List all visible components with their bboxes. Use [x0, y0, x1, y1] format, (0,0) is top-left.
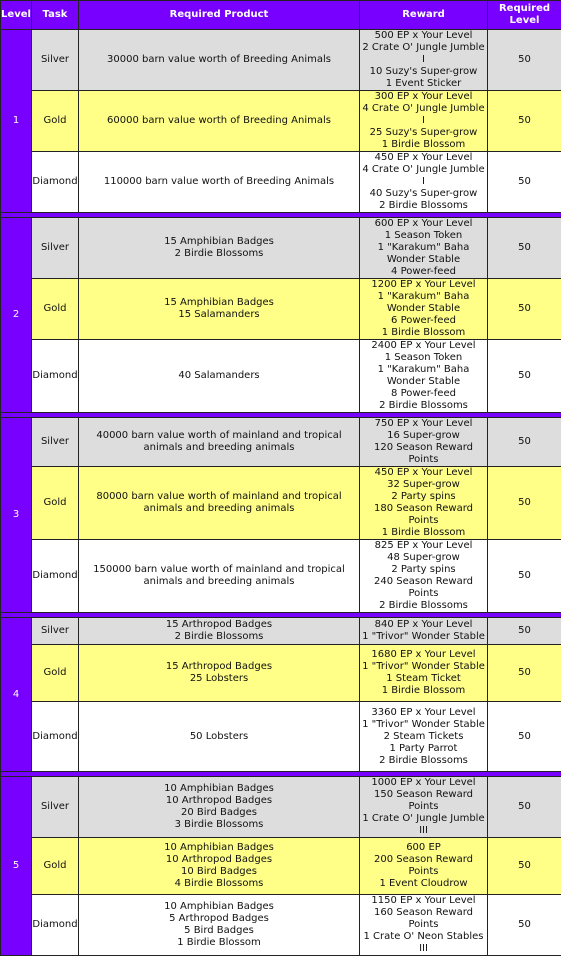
reward-line: 16 Super-grow: [360, 430, 487, 442]
table-row: [1, 618, 561, 645]
product-line: 10 Amphibian Badges: [79, 783, 359, 795]
product-line: 150000 barn value worth of mainland and tropical animals and breeding animals: [79, 564, 359, 588]
product-line: 30000 barn value worth of Breeding Animals: [79, 54, 359, 66]
required-level-cell: 50: [488, 152, 561, 213]
product-line: 40000 barn value worth of mainland and tropical animals and breeding animals: [79, 430, 359, 454]
product-line: 2 Birdie Blossoms: [79, 631, 359, 643]
task-cell: Diamond: [32, 540, 79, 613]
product-line: 10 Amphibian Badges: [79, 842, 359, 854]
reward-line: 2 Party spins: [360, 491, 487, 503]
product-line: 5 Bird Badges: [79, 925, 359, 937]
required-level-cell: 50: [488, 645, 561, 702]
header-level: Level: [1, 1, 32, 30]
reward-line: 1 "Trivor" Wonder Stable: [360, 661, 487, 673]
reward-line: 4 Power-feed: [360, 266, 487, 278]
reward-line: 600 EP: [360, 842, 487, 854]
reward-line: 1000 EP x Your Level: [360, 777, 487, 789]
product-line: 40 Salamanders: [79, 370, 359, 382]
product-line: 25 Lobsters: [79, 673, 359, 685]
reward-line: 1 Season Token: [360, 230, 487, 242]
required-level-cell: 50: [488, 895, 561, 956]
reward-line: 10 Suzy's Super-grow: [360, 66, 487, 78]
reward-line: 2 Birdie Blossoms: [360, 200, 487, 212]
table-row: [1, 418, 561, 467]
table-row: [1, 467, 561, 540]
reward-line: 1 Season Token: [360, 352, 487, 364]
reward-line: 1 Birdie Blossom: [360, 327, 487, 339]
product-line: 10 Amphibian Badges: [79, 901, 359, 913]
required-product-cell: [79, 418, 360, 467]
task-cell: Silver: [32, 418, 79, 467]
required-product-cell: [79, 895, 360, 956]
task-cell: Gold: [32, 91, 79, 152]
reward-cell: [360, 418, 488, 467]
reward-line: 450 EP x Your Level: [360, 152, 487, 164]
reward-line: 1 Crate O' Jungle Jumble III: [360, 813, 487, 837]
required-product-cell: [79, 540, 360, 613]
product-line: 5 Arthropod Badges: [79, 913, 359, 925]
reward-line: 1680 EP x Your Level: [360, 649, 487, 661]
reward-line: 1 "Trivor" Wonder Stable: [360, 631, 487, 643]
required-level-cell: 50: [488, 467, 561, 540]
header-required-level: Required Level: [488, 1, 561, 30]
reward-cell: [360, 218, 488, 279]
table-row: [1, 895, 561, 956]
task-cell: Gold: [32, 645, 79, 702]
reward-cell: [360, 152, 488, 213]
product-line: 2 Birdie Blossoms: [79, 248, 359, 260]
product-line: 15 Salamanders: [79, 309, 359, 321]
product-line: 50 Lobsters: [79, 731, 359, 743]
required-level-cell: 50: [488, 279, 561, 340]
required-product-cell: [79, 777, 360, 838]
reward-line: 1 Birdie Blossom: [360, 685, 487, 697]
header-reward: Reward: [360, 1, 488, 30]
required-product-cell: [79, 467, 360, 540]
level-cell: 5: [1, 777, 32, 956]
product-line: 10 Bird Badges: [79, 866, 359, 878]
reward-cell: [360, 895, 488, 956]
reward-line: 500 EP x Your Level: [360, 30, 487, 42]
required-level-cell: 50: [488, 91, 561, 152]
required-level-cell: 50: [488, 618, 561, 645]
task-cell: Diamond: [32, 340, 79, 413]
product-line: 15 Arthropod Badges: [79, 661, 359, 673]
reward-cell: [360, 30, 488, 91]
reward-line: 160 Season Reward Points: [360, 907, 487, 931]
product-line: 4 Birdie Blossoms: [79, 878, 359, 890]
reward-cell: [360, 838, 488, 895]
reward-line: 4 Crate O' Jungle Jumble I: [360, 164, 487, 188]
table-row: [1, 540, 561, 613]
required-product-cell: [79, 838, 360, 895]
reward-line: 40 Suzy's Super-grow: [360, 188, 487, 200]
reward-line: 1 Steam Ticket: [360, 673, 487, 685]
reward-line: 2 Party spins: [360, 564, 487, 576]
reward-cell: [360, 540, 488, 613]
reward-line: 1200 EP x Your Level: [360, 279, 487, 291]
reward-line: 1 "Karakum" Baha Wonder Stable: [360, 291, 487, 315]
reward-line: 200 Season Reward Points: [360, 854, 487, 878]
reward-cell: [360, 279, 488, 340]
reward-line: 6 Power-feed: [360, 315, 487, 327]
table-row: [1, 340, 561, 413]
required-level-cell: 50: [488, 218, 561, 279]
reward-line: 25 Suzy's Super-grow: [360, 127, 487, 139]
reward-line: 1 Event Cloudrow: [360, 878, 487, 890]
product-line: 3 Birdie Blossoms: [79, 819, 359, 831]
product-line: 20 Bird Badges: [79, 807, 359, 819]
reward-line: 600 EP x Your Level: [360, 218, 487, 230]
reward-line: 150 Season Reward Points: [360, 789, 487, 813]
task-cell: Silver: [32, 30, 79, 91]
product-line: 80000 barn value worth of mainland and tropical animals and breeding animals: [79, 491, 359, 515]
task-cell: Diamond: [32, 895, 79, 956]
required-product-cell: [79, 218, 360, 279]
task-cell: Gold: [32, 279, 79, 340]
reward-line: 120 Season Reward Points: [360, 442, 487, 466]
task-cell: Silver: [32, 218, 79, 279]
reward-cell: [360, 645, 488, 702]
product-line: 10 Arthropod Badges: [79, 854, 359, 866]
table-row: [1, 838, 561, 895]
table-row: [1, 91, 561, 152]
reward-line: 450 EP x Your Level: [360, 467, 487, 479]
reward-line: 825 EP x Your Level: [360, 540, 487, 552]
table-row: [1, 152, 561, 213]
reward-line: 180 Season Reward Points: [360, 503, 487, 527]
task-cell: Gold: [32, 838, 79, 895]
reward-line: 4 Crate O' Jungle Jumble I: [360, 103, 487, 127]
product-line: 15 Amphibian Badges: [79, 297, 359, 309]
reward-cell: [360, 91, 488, 152]
reward-cell: [360, 777, 488, 838]
product-line: 60000 barn value worth of Breeding Animals: [79, 115, 359, 127]
required-level-cell: 50: [488, 540, 561, 613]
reward-cell: [360, 702, 488, 772]
table-row: [1, 30, 561, 91]
task-cell: Silver: [32, 618, 79, 645]
reward-line: 1 Crate O' Neon Stables III: [360, 931, 487, 955]
product-line: 10 Arthropod Badges: [79, 795, 359, 807]
header-task: Task: [32, 1, 79, 30]
table-row: [1, 702, 561, 772]
reward-line: 8 Power-feed: [360, 388, 487, 400]
table-body: [1, 30, 561, 956]
reward-line: 32 Super-grow: [360, 479, 487, 491]
header-required-product: Required Product: [79, 1, 360, 30]
required-product-cell: [79, 702, 360, 772]
required-product-cell: [79, 340, 360, 413]
task-cell: Diamond: [32, 702, 79, 772]
required-product-cell: [79, 618, 360, 645]
header-row: [1, 1, 561, 30]
reward-line: 1 Birdie Blossom: [360, 527, 487, 539]
table-row: [1, 279, 561, 340]
required-level-cell: 50: [488, 838, 561, 895]
reward-line: 2 Birdie Blossoms: [360, 600, 487, 612]
reward-line: 750 EP x Your Level: [360, 418, 487, 430]
reward-line: 2 Steam Tickets: [360, 731, 487, 743]
required-product-cell: [79, 30, 360, 91]
reward-line: 1 "Trivor" Wonder Stable: [360, 719, 487, 731]
required-product-cell: [79, 645, 360, 702]
reward-line: 1 "Karakum" Baha Wonder Stable: [360, 242, 487, 266]
level-cell: 4: [1, 618, 32, 772]
reward-line: 240 Season Reward Points: [360, 576, 487, 600]
reward-cell: [360, 467, 488, 540]
product-line: 110000 barn value worth of Breeding Animals: [79, 176, 359, 188]
task-cell: Gold: [32, 467, 79, 540]
task-cell: Silver: [32, 777, 79, 838]
reward-line: 1 "Karakum" Baha Wonder Stable: [360, 364, 487, 388]
required-level-cell: 50: [488, 340, 561, 413]
reward-line: 300 EP x Your Level: [360, 91, 487, 103]
reward-line: 1 Party Parrot: [360, 743, 487, 755]
reward-cell: [360, 340, 488, 413]
reward-line: 2 Crate O' Jungle Jumble I: [360, 42, 487, 66]
reward-line: 2 Birdie Blossoms: [360, 400, 487, 412]
product-line: 1 Birdie Blossom: [79, 937, 359, 949]
reward-line: 840 EP x Your Level: [360, 619, 487, 631]
reward-line: 1 Birdie Blossom: [360, 139, 487, 151]
reward-line: 48 Super-grow: [360, 552, 487, 564]
level-cell: 2: [1, 218, 32, 413]
required-level-cell: 50: [488, 777, 561, 838]
table-row: [1, 777, 561, 838]
required-level-cell: 50: [488, 30, 561, 91]
required-product-cell: [79, 152, 360, 213]
reward-cell: [360, 618, 488, 645]
reward-line: 1150 EP x Your Level: [360, 895, 487, 907]
task-cell: Diamond: [32, 152, 79, 213]
product-line: 15 Arthropod Badges: [79, 619, 359, 631]
table-row: [1, 645, 561, 702]
reward-line: 2 Birdie Blossoms: [360, 755, 487, 767]
table-row: [1, 218, 561, 279]
reward-line: 3360 EP x Your Level: [360, 707, 487, 719]
reward-line: 1 Event Sticker: [360, 78, 487, 90]
required-product-cell: [79, 91, 360, 152]
product-line: 15 Amphibian Badges: [79, 236, 359, 248]
level-cell: 3: [1, 418, 32, 613]
required-level-cell: 50: [488, 418, 561, 467]
required-level-cell: 50: [488, 702, 561, 772]
reward-line: 2400 EP x Your Level: [360, 340, 487, 352]
required-product-cell: [79, 279, 360, 340]
level-cell: 1: [1, 30, 32, 213]
